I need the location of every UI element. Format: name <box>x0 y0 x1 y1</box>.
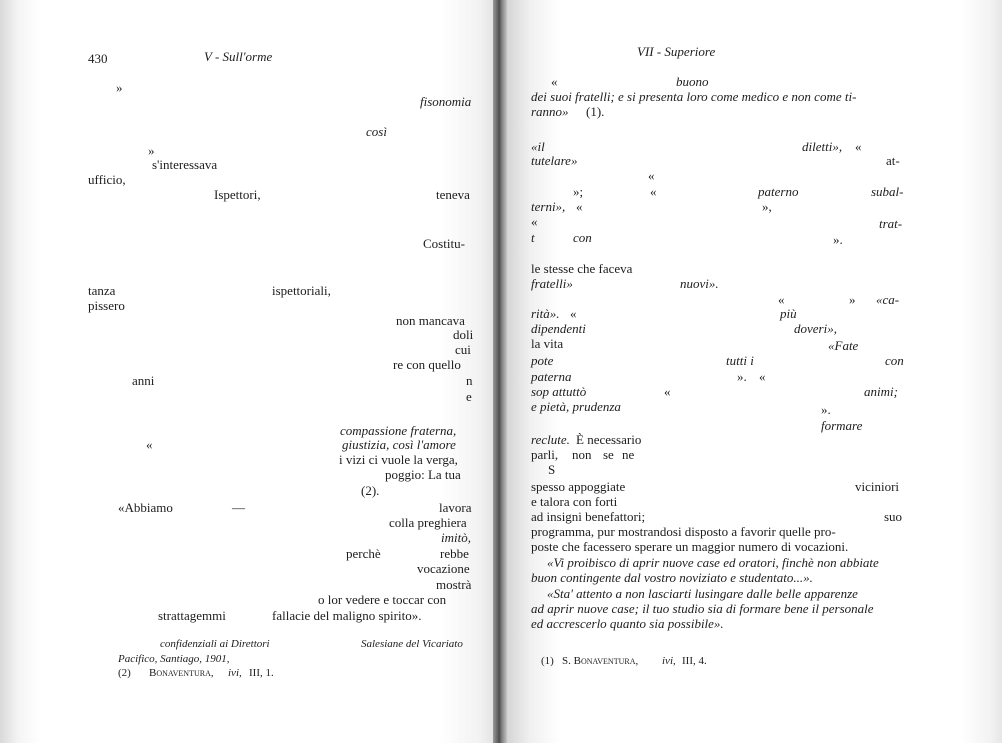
text-fragment: subal- <box>871 184 904 199</box>
text-fragment: terni», <box>531 199 566 214</box>
text-fragment: con <box>885 353 904 368</box>
text-fragment: «Abbiamo <box>118 500 173 515</box>
text-fragment: se <box>603 447 614 462</box>
text-fragment: « <box>570 306 577 321</box>
text-fragment: ad insigni benefattori; <box>531 509 646 524</box>
text-fragment: i vizi ci vuole la verga, <box>339 452 458 467</box>
text-fragment: sop attuttò <box>531 384 587 399</box>
footnote-ref: ivi, <box>662 655 676 667</box>
text-fragment: Costitu- <box>423 236 465 251</box>
text-fragment: animi; <box>864 384 898 399</box>
text-fragment: teneva <box>436 187 470 202</box>
page-number: 430 <box>88 51 108 66</box>
footnote-label: (1) <box>541 655 554 667</box>
text-fragment: fratelli» <box>531 276 573 291</box>
text-fragment: doveri», <box>794 321 837 336</box>
text-fragment: tutelare» <box>531 153 578 168</box>
footnote-ref: ivi, <box>228 667 242 679</box>
text-fragment: paterno <box>758 184 799 199</box>
text-fragment: le stesse che faceva <box>531 261 633 276</box>
text-fragment: non <box>572 447 592 462</box>
text-fragment: buono <box>676 74 709 89</box>
text-fragment: diletti», <box>802 139 843 154</box>
text-fragment: « <box>551 74 558 89</box>
text-fragment: la vita <box>531 336 564 351</box>
text-fragment: ». <box>737 369 747 384</box>
text-line: poste che facessero sperare un maggior numero di vocazioni. <box>531 539 849 554</box>
text-fragment: fisonomia <box>420 94 472 109</box>
text-fragment: » <box>116 80 123 95</box>
text-fragment: compassione fraterna, <box>340 423 457 438</box>
text-fragment: at- <box>886 153 900 168</box>
text-fragment: imitò, <box>441 530 471 545</box>
quote-line: buon contingente dal vostro noviziato e studentato...». <box>531 570 813 585</box>
text-fragment: anni <box>132 373 155 388</box>
left-page <box>0 0 500 743</box>
text-fragment: » <box>849 292 856 307</box>
right-page <box>500 0 1002 743</box>
text-fragment: paterna <box>531 369 572 384</box>
footnote-text: III, 4. <box>682 655 707 667</box>
text-fragment: « <box>531 214 538 229</box>
text-fragment: e talora con forti <box>531 494 618 509</box>
quote-line: ad aprir nuove case; il tuo studio sia di formare bene il personale <box>531 601 874 616</box>
text-fragment: non mancava <box>396 313 465 328</box>
text-fragment: » <box>148 143 155 158</box>
text-fragment: ». <box>833 232 843 247</box>
text-fragment: «il <box>531 139 545 154</box>
footnote-text: Pacifico, Santiago, 1901, <box>118 653 230 665</box>
text-fragment: rebbe <box>440 546 469 561</box>
footnote-text: confidenziali ai Direttori <box>160 638 270 650</box>
footnote-label: (2) <box>118 667 131 679</box>
text-fragment: formare <box>821 418 863 433</box>
text-fragment: S <box>548 462 556 477</box>
footnote-author: S. Bonaventura, <box>562 655 639 667</box>
text-fragment: « <box>778 292 785 307</box>
text-fragment: parli, <box>531 447 559 462</box>
text-fragment: viciniori <box>855 479 900 494</box>
text-fragment: Ispettori, <box>214 187 261 202</box>
quote-line: ed accrescerlo quanto sia possibile». <box>531 616 724 631</box>
text-fragment: s'interessava <box>152 157 218 172</box>
text-fragment: dei suoi fratelli; e si presenta loro come medico e non come ti- <box>531 89 857 104</box>
text-fragment: poggio: La tua <box>385 467 461 482</box>
text-fragment: », <box>762 199 772 214</box>
running-head-right: VII - Superiore <box>637 44 716 59</box>
running-head-left: V - Sull'orme <box>204 49 273 64</box>
text-fragment: »; <box>573 184 584 199</box>
text-fragment: cui <box>455 342 471 357</box>
text-fragment: (1). <box>586 104 605 119</box>
text-fragment: mostrà <box>436 577 472 592</box>
text-fragment: (2). <box>361 483 380 498</box>
text-fragment: t <box>531 230 535 245</box>
text-fragment: «Fate <box>828 338 859 353</box>
text-fragment: ne <box>622 447 635 462</box>
text-fragment: pote <box>531 353 554 368</box>
text-fragment: colla preghiera <box>389 515 467 530</box>
text-fragment: dipendenti <box>531 321 586 336</box>
text-fragment: « <box>855 139 862 154</box>
text-fragment: perchè <box>346 546 381 561</box>
text-fragment: nuovi». <box>680 276 719 291</box>
text-fragment: n <box>466 373 473 388</box>
text-fragment: con <box>573 230 592 245</box>
text-fragment: ufficio, <box>88 172 126 187</box>
text-fragment: e <box>466 389 472 404</box>
text-fragment: ranno» <box>531 104 569 119</box>
text-fragment: così <box>366 124 387 139</box>
quote-line: «Vi proibisco di aprir nuove case ed oratori, finchè non abbiate <box>547 555 879 570</box>
text-fragment: giustizia, così l'amore <box>342 437 456 452</box>
footnote-author: Bonaventura, <box>149 667 214 679</box>
text-fragment: pissero <box>88 298 125 313</box>
text-fragment: tutti i <box>726 353 754 368</box>
quote-line: «Sta' attento a non lasciarti lusingare dalle belle apparenze <box>547 586 858 601</box>
text-fragment: reclute. <box>531 432 570 447</box>
text-fragment: « <box>664 384 671 399</box>
text-fragment: lavora <box>439 500 472 515</box>
text-fragment: suo <box>884 509 903 524</box>
footnote-text: Salesiane del Vicariato <box>361 638 463 650</box>
text-fragment: « <box>146 437 153 452</box>
text-fragment: vocazione <box>417 561 470 576</box>
text-fragment: « <box>650 184 657 199</box>
text-fragment: o lor vedere e toccar con <box>318 592 447 607</box>
text-fragment: — <box>232 500 245 515</box>
text-fragment: ispettoriali, <box>272 283 331 298</box>
text-fragment: re con quello <box>393 357 461 372</box>
text-fragment: È necessario <box>576 432 642 447</box>
text-fragment: doli <box>453 327 474 342</box>
text-fragment: « <box>759 369 766 384</box>
text-fragment: « <box>576 199 583 214</box>
text-fragment: strattagemmi <box>158 608 226 623</box>
text-fragment: « <box>648 168 655 183</box>
text-fragment: più <box>780 306 797 321</box>
text-line: programma, pur mostrandosi disposto a favorir quelle pro- <box>531 524 836 539</box>
book-spine <box>493 0 507 743</box>
text-fragment: trat- <box>879 216 903 231</box>
text-fragment: ». <box>821 402 831 417</box>
text-fragment: e pietà, prudenza <box>531 399 621 414</box>
text-fragment: tanza <box>88 283 116 298</box>
footnote-text: III, 1. <box>249 667 274 679</box>
text-fragment: spesso appoggiate <box>531 479 626 494</box>
text-fragment: rità». <box>531 306 560 321</box>
text-fragment: «ca- <box>876 292 900 307</box>
text-fragment: fallacie del maligno spirito». <box>272 608 422 623</box>
